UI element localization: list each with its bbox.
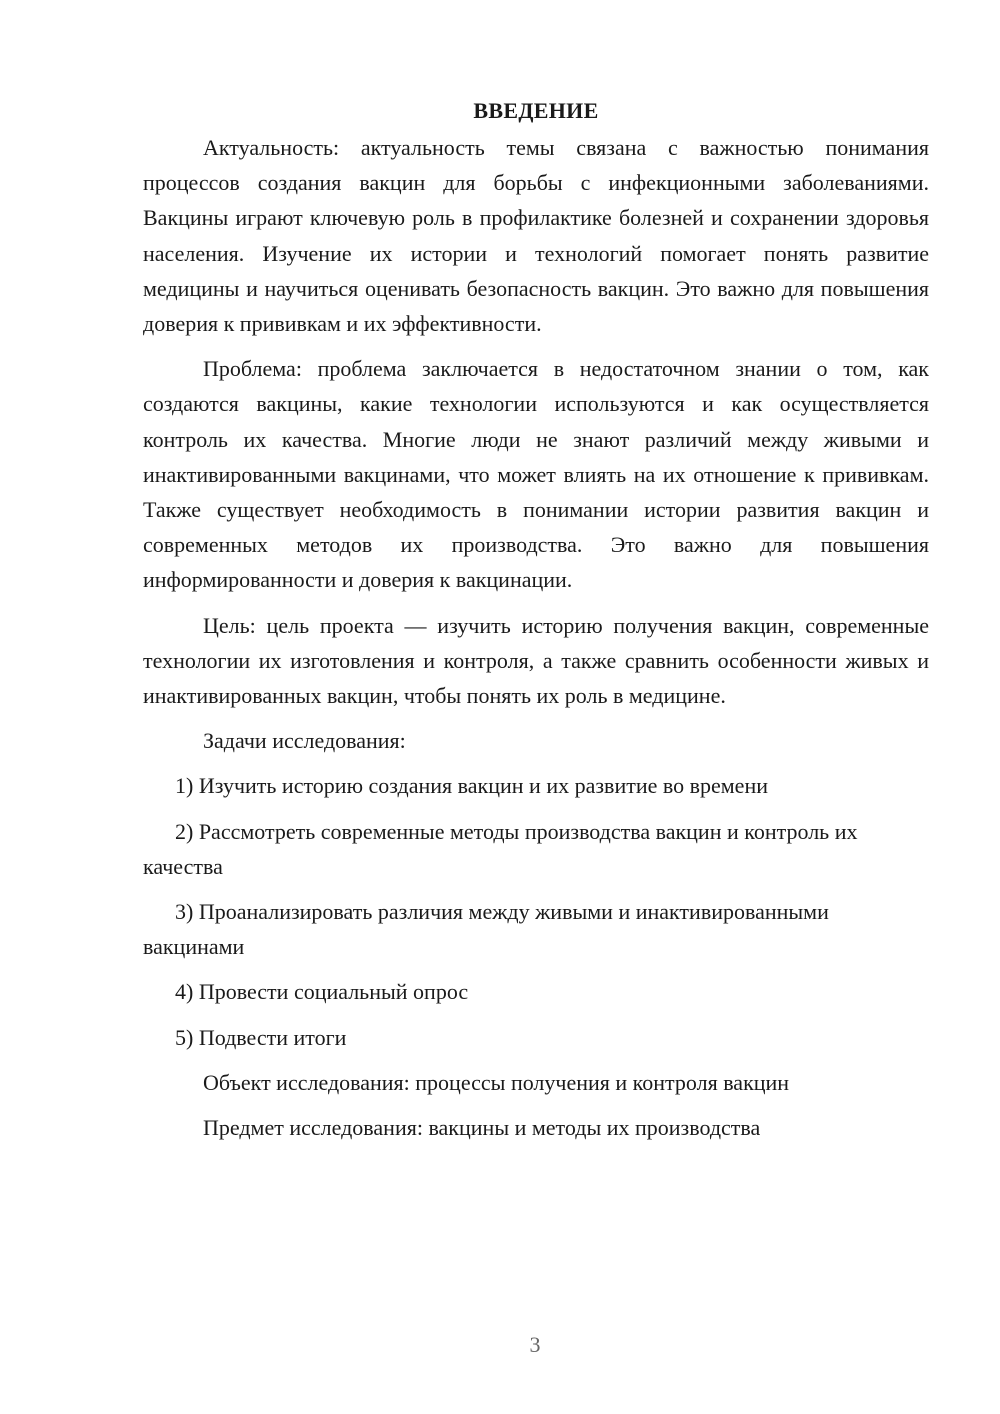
task-item: 5) Подвести итоги [175,1024,347,1050]
page-number: 3 [529,1332,541,1357]
tasks-list [143,768,929,1054]
document-page [143,96,929,1145]
task-item: 1) Изучить историю создания вакцин и их развитие во времени [175,773,768,799]
research-object: Объект исследования: процессы получения и контроля вакцин [203,1069,790,1095]
goal-paragraph: Цель: цель проекта — изучить историю получения вакцин, современные технологии их изготовления и контроля, а также сравнить особенности живых и инактивированных вакцин, чтобы понять их роль в медицине. [143,612,929,709]
task-item: 4) Провести социальный опрос [175,979,469,1005]
relevance-paragraph: Актуальность: актуальность темы связана с важностью понимания процессов создания вакцин для борьбы с инфекционными заболеваниями. Вакцины играют ключевую роль в профилактике болезней и сохранении здоровья населения. Изучение их истории и технологий помогает понять развитие медицины и научиться оценивать безопасность вакцин. Это важно для повышения доверия к прививкам и их эффективности. [143,135,929,337]
page-heading: ВВЕДЕНИЕ [473,98,599,123]
task-item: 2) Рассмотреть современные методы производства вакцин и контроль их качества [143,818,858,879]
problem-paragraph: Проблема: проблема заключается в недостаточном знании о том, как создаются вакцины, какие технологии используются и как осуществляется контроль их качества. Многие люди не знают различий между живыми и инактивированными вакцинами, что может влиять на их отношение к прививкам. Также существует необходимость в понимании истории развития вакцин и современных методов их производства. Это важно для повышения информированности и доверия к вакцинации. [143,356,929,593]
research-subject: Предмет исследования: вакцины и методы их производства [203,1115,761,1141]
task-item: 3) Проанализировать различия между живыми и инактивированными вакцинами [143,899,829,960]
tasks-title: Задачи исследования: [203,728,406,754]
